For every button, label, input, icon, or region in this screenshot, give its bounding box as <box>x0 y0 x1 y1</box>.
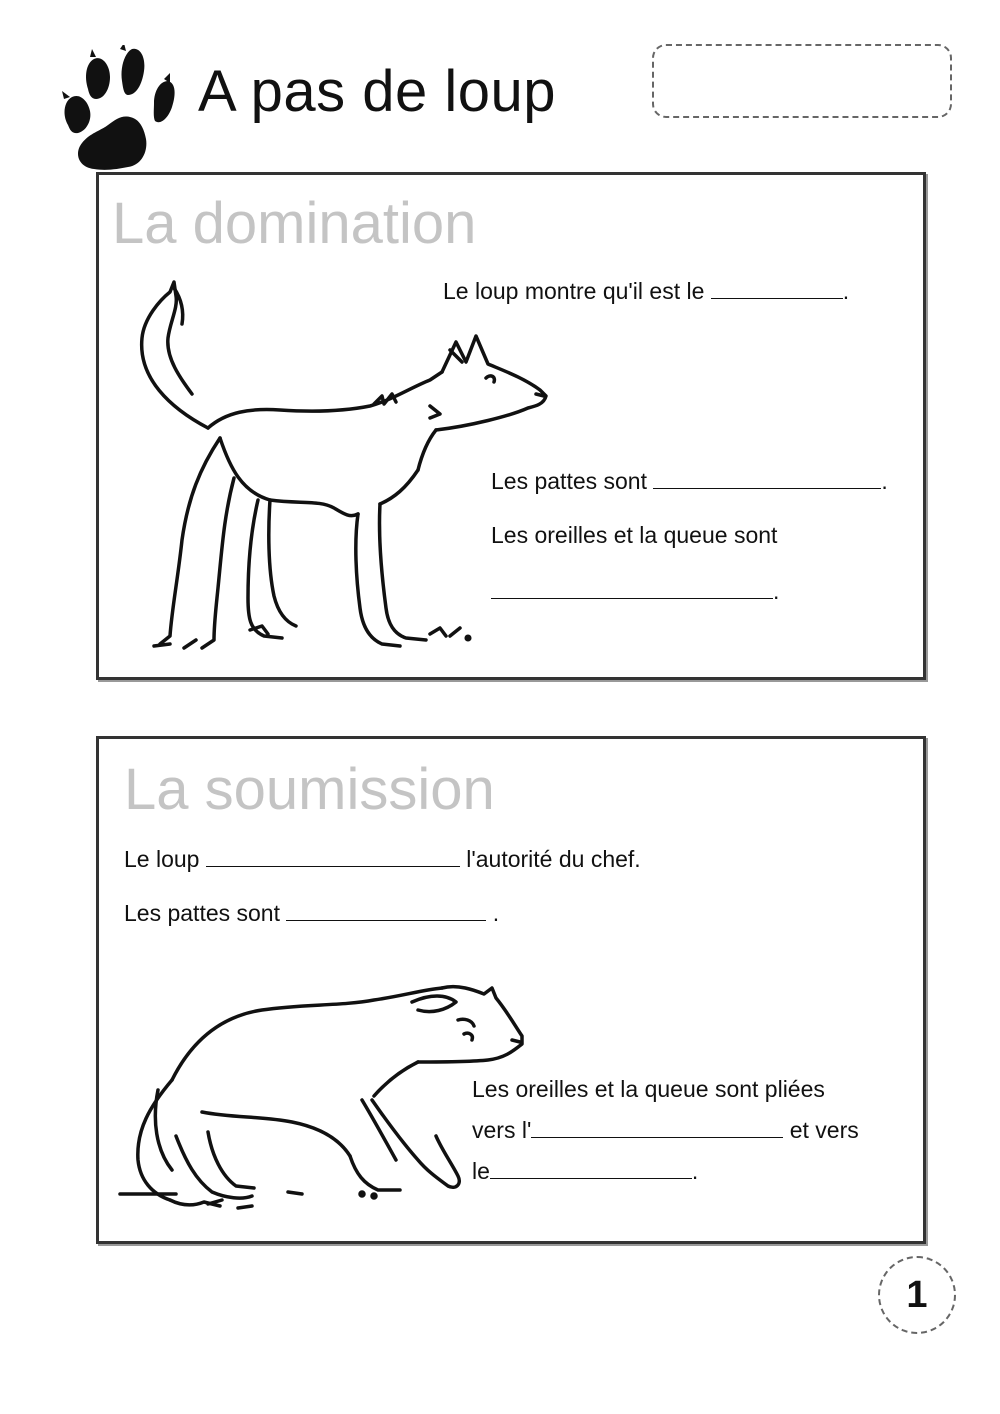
question-text: vers l' <box>472 1117 532 1143</box>
answer-blank[interactable] <box>531 1117 783 1138</box>
page-number: 1 <box>878 1256 956 1334</box>
question-text: et vers <box>789 1117 859 1143</box>
domination-question-3: Les oreilles et la queue sont <box>491 522 778 548</box>
answer-blank[interactable] <box>206 846 460 867</box>
question-text: l'autorité du chef. <box>466 846 641 872</box>
soumission-question-1 <box>124 846 641 873</box>
wolf-crouching-illustration <box>112 980 532 1220</box>
soumission-question-2 <box>124 900 499 927</box>
soumission-question-3-line-1: Les oreilles et la queue sont pliées <box>472 1076 825 1102</box>
answer-blank[interactable] <box>711 278 843 299</box>
paw-print-icon <box>60 45 178 175</box>
period: . <box>773 578 780 604</box>
period: . <box>842 278 850 304</box>
question-text: le <box>472 1158 490 1184</box>
question-text: Les pattes sont <box>124 900 280 926</box>
question-text: Le loup <box>124 846 200 872</box>
period: . <box>881 468 888 494</box>
period: . <box>691 1158 699 1184</box>
answer-blank[interactable] <box>653 468 881 489</box>
name-field[interactable] <box>652 44 952 118</box>
question-text: Le loup montre qu'il est le <box>443 278 705 304</box>
period: . <box>492 900 500 926</box>
domination-heading: La domination <box>112 191 477 256</box>
answer-blank[interactable] <box>286 900 486 921</box>
question-text: Les pattes sont <box>491 468 647 494</box>
soumission-heading: La soumission <box>124 757 495 822</box>
wolf-standing-illustration <box>130 278 560 658</box>
page-title: A pas de loup <box>198 59 557 124</box>
